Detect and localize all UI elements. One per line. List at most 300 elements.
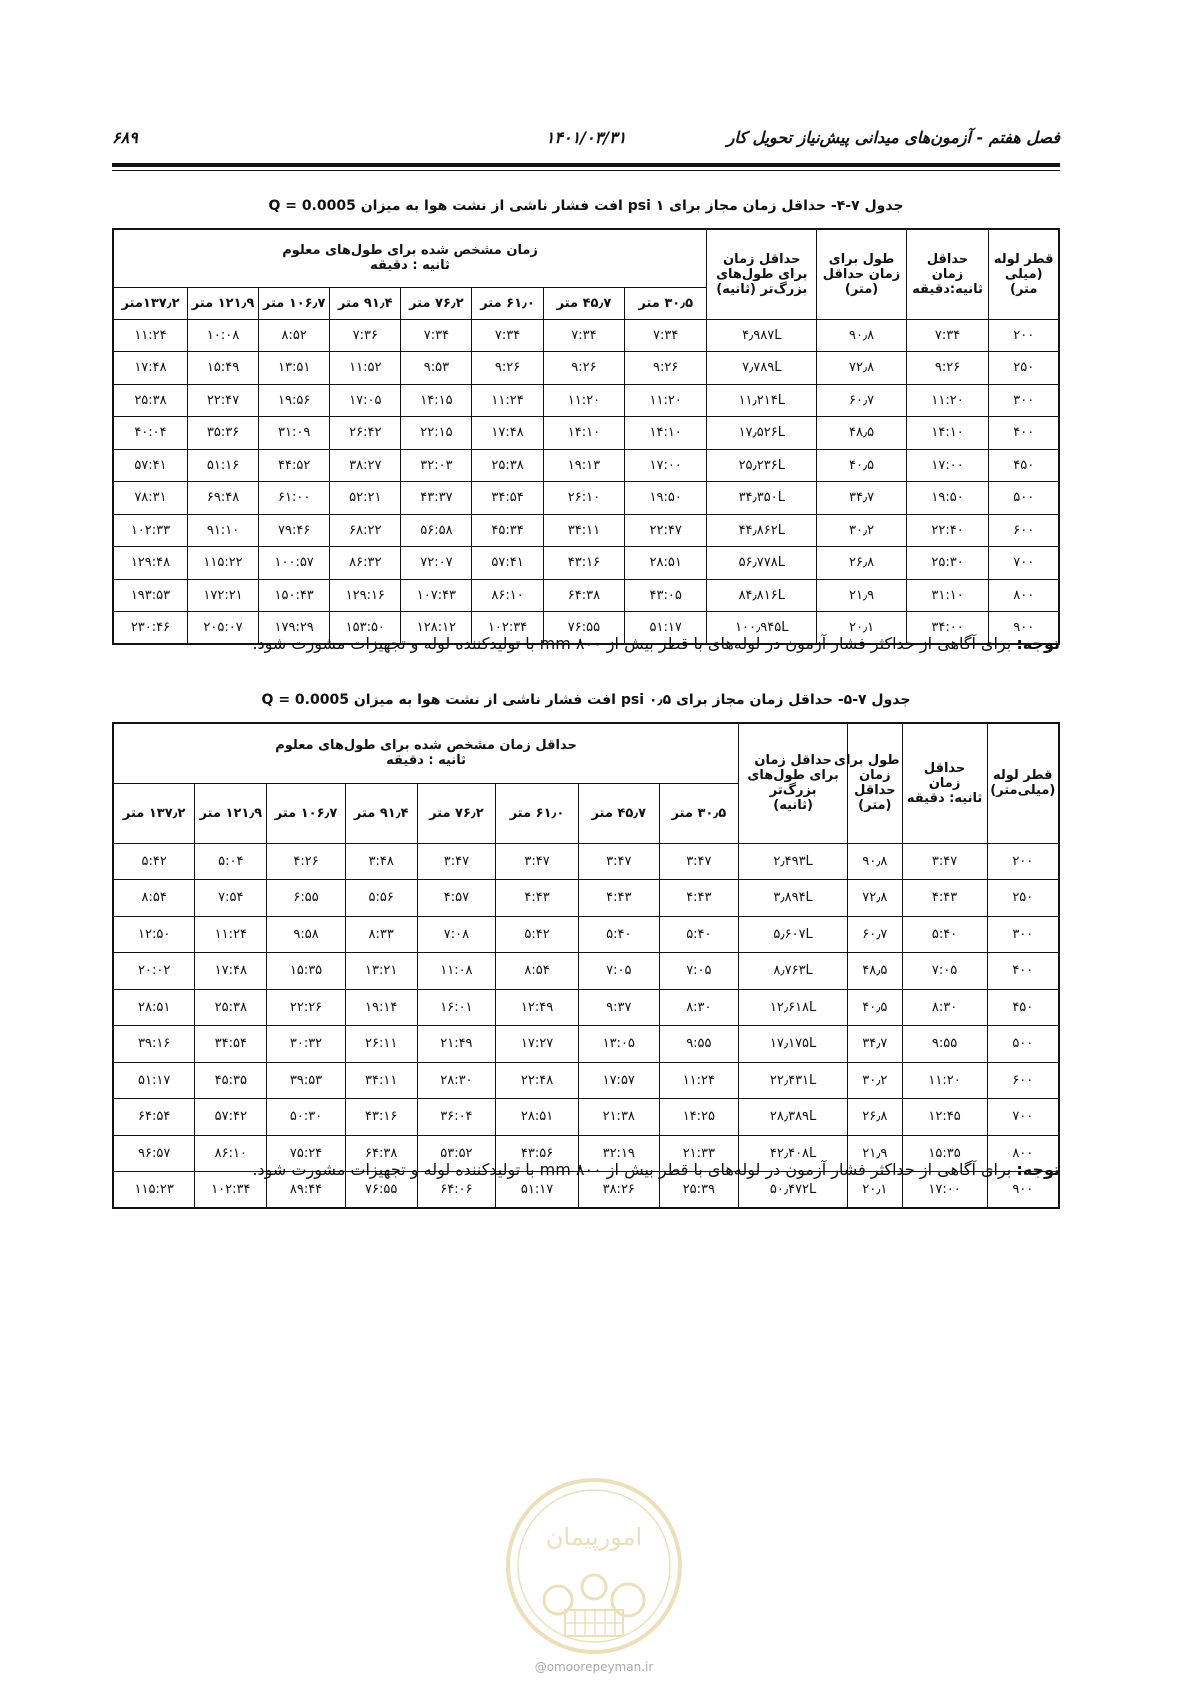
table-cell: ۲۰٫۱ xyxy=(817,612,906,645)
length-header: ۶۱٫۰ متر xyxy=(472,287,543,319)
table-cell: ۳۴:۵۴ xyxy=(195,1026,267,1063)
table-cell: ۱۴:۱۵ xyxy=(401,384,472,417)
length-header: ۱۰۶٫۷ متر xyxy=(259,287,330,319)
table-cell: ۵٫۶۰۷L xyxy=(739,916,848,953)
length-header: ۱۳۷٫۲متر xyxy=(113,287,187,319)
table-row xyxy=(113,1099,1059,1136)
table-cell: ۱۷٫۵۲۶L xyxy=(707,417,817,450)
table-cell: ۲۶:۴۲ xyxy=(330,417,401,450)
table-cell: ۵۷:۴۲ xyxy=(195,1099,267,1136)
table-cell: ۱۴:۱۰ xyxy=(625,417,707,450)
table-cell: ۳۴٫۷ xyxy=(848,1026,902,1063)
table-cell: ۳۴:۰۰ xyxy=(906,612,989,645)
table-cell: ۴:۲۶ xyxy=(267,843,345,880)
table-cell: ۴:۴۳ xyxy=(578,880,659,917)
table-cell: ۸۶:۱۰ xyxy=(472,579,543,612)
table-cell: ۱۵:۳۵ xyxy=(267,953,345,990)
table-cell: ۲۲٫۴۳۱L xyxy=(739,1062,848,1099)
table-cell: ۳۴:۱۱ xyxy=(345,1062,417,1099)
table-cell: ۱۵:۴۹ xyxy=(187,352,258,385)
table-cell: ۹۰۰ xyxy=(989,612,1059,645)
table-row xyxy=(113,547,1059,580)
table-cell: ۱۰:۰۸ xyxy=(187,319,258,352)
length-header: ۱۰۶٫۷ متر xyxy=(267,783,345,843)
watermark-logo-icon xyxy=(503,1475,685,1657)
table-cell: ۸:۵۲ xyxy=(259,319,330,352)
table-cell: ۲۰٫۱ xyxy=(848,1172,902,1209)
table-cell: ۱۲:۴۵ xyxy=(902,1099,987,1136)
table-cell: ۵۶٫۷۷۸L xyxy=(707,547,817,580)
table-row xyxy=(113,384,1059,417)
table-cell: ۶۰٫۷ xyxy=(848,916,902,953)
table-row xyxy=(113,417,1059,450)
note-label: توجه: xyxy=(1016,634,1060,653)
table-cell: ۲۵:۳۸ xyxy=(472,449,543,482)
table-cell: ۱۷٫۱۷۵L xyxy=(739,1026,848,1063)
table-cell: ۸۴٫۸۱۶L xyxy=(707,579,817,612)
table-cell: ۷۲:۰۷ xyxy=(401,547,472,580)
table-cell: ۲۰۵:۰۷ xyxy=(187,612,258,645)
table-cell: ۳۸:۲۶ xyxy=(578,1172,659,1209)
table-cell: ۷۶:۵۵ xyxy=(345,1172,417,1209)
table-cell: ۴:۵۷ xyxy=(417,880,495,917)
table1-caption: جدول ۷-۴- حداقل زمان مجاز برای psi ۱ افت فشار ناشی از نشت هوا به میزان Q = 0.0005 xyxy=(268,198,904,214)
table-cell: ۶۹:۴۸ xyxy=(187,482,258,515)
table-cell: ۷:۳۴ xyxy=(401,319,472,352)
table-row xyxy=(113,449,1059,482)
col-min-time-header: حداقل زمان ثانیه: دقیقه xyxy=(902,723,987,843)
table-cell: ۳۴:۵۴ xyxy=(472,482,543,515)
table-cell: ۵:۴۰ xyxy=(902,916,987,953)
table-cell: ۲۸:۵۱ xyxy=(625,547,707,580)
table-row xyxy=(113,319,1059,352)
table-cell: ۱۰۲:۳۳ xyxy=(113,514,187,547)
table-cell: ۱۵:۳۵ xyxy=(902,1135,987,1172)
table-cell: ۵:۴۲ xyxy=(113,843,195,880)
table-cell: ۸۰۰ xyxy=(987,1135,1059,1172)
table-cell: ۵:۵۶ xyxy=(345,880,417,917)
table-cell: ۶۴:۰۶ xyxy=(417,1172,495,1209)
length-header: ۱۲۱٫۹ متر xyxy=(195,783,267,843)
table-cell: ۲۲:۴۷ xyxy=(625,514,707,547)
table2 xyxy=(112,722,1060,1209)
table-cell: ۳۴٫۷ xyxy=(817,482,906,515)
table-row xyxy=(113,916,1059,953)
length-header: ۷۶٫۲ متر xyxy=(401,287,472,319)
table-cell: ۸۶:۳۲ xyxy=(330,547,401,580)
col-diameter-header: قطر لوله (میلی‌متر) xyxy=(987,723,1059,843)
table-cell: ۸۰۰ xyxy=(989,579,1059,612)
table-cell: ۵۰۰ xyxy=(987,1026,1059,1063)
table-cell: ۸:۳۳ xyxy=(345,916,417,953)
table-cell: ۱۰۷:۴۳ xyxy=(401,579,472,612)
table-cell: ۵۲:۲۱ xyxy=(330,482,401,515)
table-cell: ۸٫۷۶۳L xyxy=(739,953,848,990)
col-length-header: طول برای زمان حداقل (متر) xyxy=(848,723,902,843)
table-cell: ۱۱:۵۲ xyxy=(330,352,401,385)
table-cell: ۵:۴۰ xyxy=(578,916,659,953)
table-cell: ۴:۴۳ xyxy=(659,880,739,917)
table-cell: ۷۸:۳۱ xyxy=(113,482,187,515)
table-cell: ۱۷:۰۰ xyxy=(902,1172,987,1209)
table-cell: ۱۲۹:۴۸ xyxy=(113,547,187,580)
table-cell: ۲۱٫۹ xyxy=(817,579,906,612)
table-cell: ۱۷:۴۸ xyxy=(472,417,543,450)
table-cell: ۱۳:۲۱ xyxy=(345,953,417,990)
table-cell: ۵۷:۴۱ xyxy=(472,547,543,580)
table-cell: ۱۱۵:۲۲ xyxy=(187,547,258,580)
table-cell: ۴۸٫۵ xyxy=(848,953,902,990)
table-cell: ۸:۳۰ xyxy=(902,989,987,1026)
table-cell: ۹:۵۳ xyxy=(401,352,472,385)
table-cell: ۴۵:۳۵ xyxy=(195,1062,267,1099)
table-cell: ۶۴:۳۸ xyxy=(543,579,625,612)
page-number: ۶۸۹ xyxy=(112,128,138,147)
table-cell: ۲۸:۵۱ xyxy=(113,989,195,1026)
table-cell: ۱۱:۲۰ xyxy=(906,384,989,417)
table-cell: ۲۶:۱۱ xyxy=(345,1026,417,1063)
table-cell: ۵۰:۳۰ xyxy=(267,1099,345,1136)
table-cell: ۱۹:۵۰ xyxy=(625,482,707,515)
table-cell: ۱۷:۰۰ xyxy=(625,449,707,482)
table-cell: ۱۲:۵۰ xyxy=(113,916,195,953)
table-cell: ۱۷۲:۲۱ xyxy=(187,579,258,612)
table-cell: ۲۲:۱۵ xyxy=(401,417,472,450)
table-cell: ۱۱:۲۴ xyxy=(659,1062,739,1099)
table-cell: ۲۱:۴۹ xyxy=(417,1026,495,1063)
table-cell: ۱۱:۲۴ xyxy=(472,384,543,417)
table-cell: ۱۷:۵۷ xyxy=(578,1062,659,1099)
table-cell: ۱۱:۲۴ xyxy=(113,319,187,352)
length-header: ۷۶٫۲ متر xyxy=(417,783,495,843)
table-cell: ۳۵:۳۶ xyxy=(187,417,258,450)
table-cell: ۲۰۰ xyxy=(989,319,1059,352)
table-cell: ۶۰٫۷ xyxy=(817,384,906,417)
table-cell: ۱۴:۲۵ xyxy=(659,1099,739,1136)
table-cell: ۷٫۷۸۹L xyxy=(707,352,817,385)
table-cell: ۳۰:۳۲ xyxy=(267,1026,345,1063)
table-cell: ۲۵:۳۸ xyxy=(195,989,267,1026)
table-cell: ۶:۵۵ xyxy=(267,880,345,917)
table-cell: ۱۱٫۲۱۴L xyxy=(707,384,817,417)
table-cell: ۱۲:۴۹ xyxy=(496,989,579,1026)
table-cell: ۲۰۰ xyxy=(987,843,1059,880)
table-cell: ۱۲٫۶۱۸L xyxy=(739,989,848,1026)
length-header: ۱۲۱٫۹ متر xyxy=(187,287,258,319)
table-cell: ۹:۵۸ xyxy=(267,916,345,953)
table-cell: ۴۵۰ xyxy=(987,989,1059,1026)
table-cell: ۴۰۰ xyxy=(989,417,1059,450)
table-cell: ۲۸:۵۱ xyxy=(496,1099,579,1136)
table-cell: ۲۱:۳۸ xyxy=(578,1099,659,1136)
length-header: ۳۰٫۵ متر xyxy=(625,287,707,319)
table-row xyxy=(113,514,1059,547)
watermark-site: @omoorepeyman.ir xyxy=(534,1660,654,1674)
table-cell: ۴٫۹۸۷L xyxy=(707,319,817,352)
table-cell: ۳:۴۷ xyxy=(578,843,659,880)
table-cell: ۷۲٫۸ xyxy=(848,880,902,917)
table-cell: ۳۲:۱۹ xyxy=(578,1135,659,1172)
table-cell: ۳۰٫۲ xyxy=(817,514,906,547)
table-row xyxy=(113,843,1059,880)
table-cell: ۹:۲۶ xyxy=(472,352,543,385)
table-cell: ۲۸٫۳۸۹L xyxy=(739,1099,848,1136)
table-cell: ۳٫۸۹۴L xyxy=(739,880,848,917)
table-cell: ۲۳۰:۴۶ xyxy=(113,612,187,645)
table-cell: ۷۶:۵۵ xyxy=(543,612,625,645)
note-text: برای آگاهی از حداکثر فشار آزمون در لوله‌های با قطر بیش از mm ۸۰۰ با تولیدکننده لوله و تجهیزات مشورت شود. xyxy=(252,1160,1012,1179)
table-cell: ۶۴:۳۸ xyxy=(345,1135,417,1172)
table-cell: ۱۹:۵۶ xyxy=(259,384,330,417)
table-cell: ۵۱:۱۷ xyxy=(496,1172,579,1209)
table-cell: ۴۵۰ xyxy=(989,449,1059,482)
length-header: ۹۱٫۴ متر xyxy=(330,287,401,319)
group-header: حداقل زمان مشخص شده برای طول‌های معلوم ثانیه : دقیقه xyxy=(113,723,739,783)
table-cell: ۴۰:۰۴ xyxy=(113,417,187,450)
table-cell: ۱۷:۰۵ xyxy=(330,384,401,417)
table-cell: ۲۶٫۸ xyxy=(848,1099,902,1136)
table-cell: ۶۰۰ xyxy=(987,1062,1059,1099)
length-header: ۳۰٫۵ متر xyxy=(659,783,739,843)
table-cell: ۱۷:۲۷ xyxy=(496,1026,579,1063)
table-cell: ۳۰٫۲ xyxy=(848,1062,902,1099)
table-cell: ۵:۴۲ xyxy=(496,916,579,953)
table-cell: ۱۳:۰۵ xyxy=(578,1026,659,1063)
table-cell: ۳۱:۰۹ xyxy=(259,417,330,450)
chapter-title: فصل هفتم - آزمون‌های میدانی پیش‌نیاز تحویل کار xyxy=(726,128,1060,147)
table-cell: ۲۱:۳۳ xyxy=(659,1135,739,1172)
table-cell: ۴۰٫۵ xyxy=(848,989,902,1026)
table-cell: ۲۵٫۲۳۶L xyxy=(707,449,817,482)
table-cell: ۴۳:۰۵ xyxy=(625,579,707,612)
table-cell: ۹:۲۶ xyxy=(906,352,989,385)
table-cell: ۱۵۳:۵۰ xyxy=(330,612,401,645)
table-cell: ۴۴:۵۲ xyxy=(259,449,330,482)
table-cell: ۴:۴۳ xyxy=(496,880,579,917)
table-cell: ۵:۰۴ xyxy=(195,843,267,880)
table-cell: ۵۶:۵۸ xyxy=(401,514,472,547)
table-row xyxy=(113,989,1059,1026)
table-cell: ۲۲:۴۰ xyxy=(906,514,989,547)
table-cell: ۴۸٫۵ xyxy=(817,417,906,450)
table-cell: ۱۵۰:۴۳ xyxy=(259,579,330,612)
table-row xyxy=(113,1026,1059,1063)
note1 xyxy=(112,622,1060,666)
table-cell: ۹:۳۷ xyxy=(578,989,659,1026)
header-rule-thin xyxy=(112,170,1060,171)
table-cell: ۳۶:۰۴ xyxy=(417,1099,495,1136)
table-cell: ۷۹:۴۶ xyxy=(259,514,330,547)
table-cell: ۷:۰۵ xyxy=(578,953,659,990)
table-cell: ۳:۴۸ xyxy=(345,843,417,880)
table-cell: ۱۶:۰۱ xyxy=(417,989,495,1026)
table-cell: ۵۱:۱۷ xyxy=(625,612,707,645)
table-cell: ۲۰:۰۲ xyxy=(113,953,195,990)
table-cell: ۲۲:۴۷ xyxy=(187,384,258,417)
table-cell: ۱۰۲:۳۴ xyxy=(472,612,543,645)
table-row xyxy=(113,352,1059,385)
logo-text: امورپیمان xyxy=(545,1523,643,1551)
table-cell: ۵۷:۴۱ xyxy=(113,449,187,482)
table-cell: ۱۳:۵۱ xyxy=(259,352,330,385)
table-cell: ۹:۵۵ xyxy=(902,1026,987,1063)
table-cell: ۱۷:۰۰ xyxy=(906,449,989,482)
table-cell: ۳۴:۱۱ xyxy=(543,514,625,547)
table-cell: ۱۱:۰۸ xyxy=(417,953,495,990)
length-header: ۴۵٫۷ متر xyxy=(543,287,625,319)
length-header: ۱۳۷٫۲ متر xyxy=(113,783,195,843)
table-cell: ۱۷۹:۲۹ xyxy=(259,612,330,645)
table-cell: ۸۹:۴۴ xyxy=(267,1172,345,1209)
table-cell: ۲٫۴۹۳L xyxy=(739,843,848,880)
note-label: توجه: xyxy=(1016,1160,1060,1179)
length-header: ۶۱٫۰ متر xyxy=(496,783,579,843)
table-cell: ۴۴٫۸۶۲L xyxy=(707,514,817,547)
table-cell: ۳۱:۱۰ xyxy=(906,579,989,612)
table-cell: ۱۰۲:۳۴ xyxy=(195,1172,267,1209)
table-cell: ۲۶٫۸ xyxy=(817,547,906,580)
table-cell: ۱۷:۴۸ xyxy=(195,953,267,990)
table-cell: ۲۸:۳۰ xyxy=(417,1062,495,1099)
table-cell: ۹:۲۶ xyxy=(543,352,625,385)
page-header xyxy=(112,128,1060,158)
table-cell: ۲۵۰ xyxy=(987,880,1059,917)
table-cell: ۳۹:۵۳ xyxy=(267,1062,345,1099)
group-header: زمان مشخص شده برای طول‌های معلوم ثانیه : دقیقه xyxy=(113,229,707,287)
table-cell: ۳:۴۷ xyxy=(902,843,987,880)
table-cell: ۲۶:۱۰ xyxy=(543,482,625,515)
table-cell: ۱۰۰٫۹۴۵L xyxy=(707,612,817,645)
table-cell: ۵۱:۱۶ xyxy=(187,449,258,482)
table-cell: ۱۷:۴۸ xyxy=(113,352,187,385)
table-cell: ۳۸:۲۷ xyxy=(330,449,401,482)
table-row xyxy=(113,482,1059,515)
table-cell: ۴۰۰ xyxy=(987,953,1059,990)
table-cell: ۳۰۰ xyxy=(989,384,1059,417)
note2 xyxy=(112,1148,1060,1192)
header-rule xyxy=(112,163,1060,167)
table-cell: ۳۰۰ xyxy=(987,916,1059,953)
table-cell: ۱۱:۲۰ xyxy=(543,384,625,417)
table-cell: ۴۵:۳۴ xyxy=(472,514,543,547)
table-cell: ۲۵:۳۸ xyxy=(113,384,187,417)
table-cell: ۴۰٫۵ xyxy=(817,449,906,482)
table-cell: ۷:۵۴ xyxy=(195,880,267,917)
table-cell: ۶۱:۰۰ xyxy=(259,482,330,515)
table-cell: ۱۱:۲۰ xyxy=(625,384,707,417)
table-cell: ۷:۳۴ xyxy=(906,319,989,352)
table-cell: ۷۲٫۸ xyxy=(817,352,906,385)
length-header: ۴۵٫۷ متر xyxy=(578,783,659,843)
table-row xyxy=(113,880,1059,917)
table-cell: ۳۹:۱۶ xyxy=(113,1026,195,1063)
table-cell: ۶۰۰ xyxy=(989,514,1059,547)
table-cell: ۳:۴۷ xyxy=(496,843,579,880)
table-cell: ۴۳:۳۷ xyxy=(401,482,472,515)
table-cell: ۷:۰۵ xyxy=(659,953,739,990)
table-cell: ۱۹:۵۰ xyxy=(906,482,989,515)
table-cell: ۷:۰۵ xyxy=(902,953,987,990)
table-cell: ۴۳:۵۶ xyxy=(496,1135,579,1172)
table-cell: ۷:۳۴ xyxy=(472,319,543,352)
table-cell: ۵:۴۰ xyxy=(659,916,739,953)
table-cell: ۴:۴۳ xyxy=(902,880,987,917)
table-cell: ۸:۵۴ xyxy=(113,880,195,917)
table-cell: ۱۴:۱۰ xyxy=(906,417,989,450)
table-cell: ۱۲۸:۱۲ xyxy=(401,612,472,645)
table-row xyxy=(113,953,1059,990)
table-cell: ۱۹:۱۳ xyxy=(543,449,625,482)
table-cell: ۸۶:۱۰ xyxy=(195,1135,267,1172)
table-cell: ۷:۳۶ xyxy=(330,319,401,352)
table-cell: ۵۰٫۴۷۲L xyxy=(739,1172,848,1209)
table-cell: ۱۲۹:۱۶ xyxy=(330,579,401,612)
table-cell: ۷:۰۸ xyxy=(417,916,495,953)
table-cell: ۲۱٫۹ xyxy=(848,1135,902,1172)
table-cell: ۳۲:۰۳ xyxy=(401,449,472,482)
table-cell: ۵۱:۱۷ xyxy=(113,1062,195,1099)
table-cell: ۷۰۰ xyxy=(987,1099,1059,1136)
table-cell: ۱۱:۲۰ xyxy=(902,1062,987,1099)
table-cell: ۷۰۰ xyxy=(989,547,1059,580)
table-cell: ۹:۲۶ xyxy=(625,352,707,385)
table-cell: ۱۱۵:۲۳ xyxy=(113,1172,195,1209)
table-cell: ۳:۴۷ xyxy=(417,843,495,880)
table-cell: ۶۸:۲۲ xyxy=(330,514,401,547)
table-cell: ۶۴:۵۴ xyxy=(113,1099,195,1136)
table-cell: ۱۹۳:۵۳ xyxy=(113,579,187,612)
table-cell: ۸:۳۰ xyxy=(659,989,739,1026)
table-cell: ۴۳:۱۶ xyxy=(345,1099,417,1136)
table-cell: ۴۳:۱۶ xyxy=(543,547,625,580)
table-cell: ۲۲:۲۶ xyxy=(267,989,345,1026)
table-cell: ۳۴٫۳۵۰L xyxy=(707,482,817,515)
table-cell: ۲۵۰ xyxy=(989,352,1059,385)
table-cell: ۷:۳۴ xyxy=(625,319,707,352)
table-cell: ۹۶:۵۷ xyxy=(113,1135,195,1172)
table-cell: ۱۱:۲۴ xyxy=(195,916,267,953)
table-cell: ۷:۳۴ xyxy=(543,319,625,352)
col-bigger-header: حداقل زمان برای طول‌های بزرگ‌تر (ثانیه) xyxy=(707,229,817,319)
table-cell: ۱۹:۱۴ xyxy=(345,989,417,1026)
note-text: برای آگاهی از حداکثر فشار آزمون در لوله‌های با قطر بیش از mm ۸۰۰ با تولیدکننده لوله و تجهیزات مشورت شود. xyxy=(252,634,1012,653)
table-cell: ۱۰۰:۵۷ xyxy=(259,547,330,580)
table-cell: ۳:۴۷ xyxy=(659,843,739,880)
table-cell: ۲۵:۳۹ xyxy=(659,1172,739,1209)
table-cell: ۹۰٫۸ xyxy=(817,319,906,352)
table-row xyxy=(113,579,1059,612)
col-bigger-header: حداقل زمان برای طول‌های بزرگ‌تر (ثانیه) xyxy=(739,723,848,843)
table-cell: ۴۲٫۴۰۸L xyxy=(739,1135,848,1172)
table-cell: ۲۲:۴۸ xyxy=(496,1062,579,1099)
table-cell: ۲۵:۳۰ xyxy=(906,547,989,580)
col-diameter-header: قطر لوله (میلی متر) xyxy=(989,229,1059,319)
col-length-header: طول برای زمان حداقل (متر) xyxy=(817,229,906,319)
table-cell: ۵۳:۵۲ xyxy=(417,1135,495,1172)
table-cell: ۷۵:۲۴ xyxy=(267,1135,345,1172)
table-cell: ۹۰۰ xyxy=(987,1172,1059,1209)
table-cell: ۸:۵۴ xyxy=(496,953,579,990)
length-header: ۹۱٫۴ متر xyxy=(345,783,417,843)
table-cell: ۵۰۰ xyxy=(989,482,1059,515)
table-cell: ۹:۵۵ xyxy=(659,1026,739,1063)
table-cell: ۹۰٫۸ xyxy=(848,843,902,880)
col-min-time-header: حداقل زمان ثانیه:دقیقه xyxy=(906,229,989,319)
table-row xyxy=(113,1062,1059,1099)
table-cell: ۹۱:۱۰ xyxy=(187,514,258,547)
header-date: ۱۴۰۱/۰۳/۳۱ xyxy=(545,128,627,147)
table1 xyxy=(112,228,1060,645)
